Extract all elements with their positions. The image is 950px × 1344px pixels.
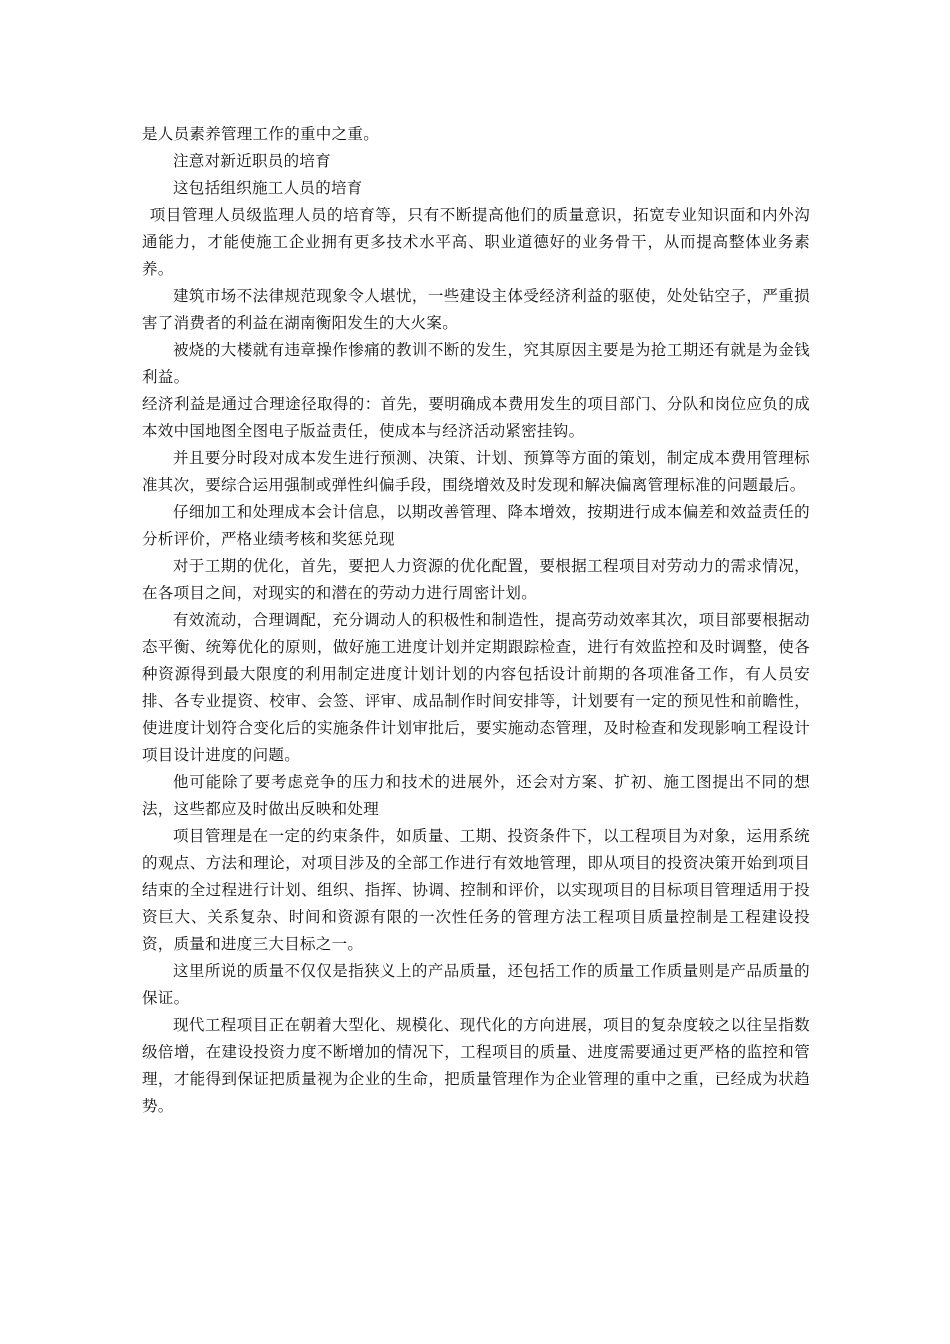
paragraph: 是人员素养管理工作的重中之重。	[142, 125, 380, 143]
paragraph: 项目管理是在一定的约束条件，如质量、工期、投资条件下，以工程项目为对象，运用系统的观点、方法和理论，对项目涉及的全部工作进行有效地管理，即从项目的投资决策开始到项目结束的全过程进行计划、组织、指挥、协调、控制和评价，以实现项目的目标项目管理适用于投资巨大、关系复杂、时间和资源有限的一次性任务的管理方法工程项目质量控制是工程建设投资，质量和进度三大目标之一。	[142, 827, 810, 953]
paragraph: 建筑市场不法律规范现象令人堪忧，一些建设主体受经济利益的驱使，处处钻空子，严重损害了消费者的利益在湖南衡阳发生的大火案。	[142, 287, 810, 332]
paragraph: 这包括组织施工人员的培育	[173, 179, 363, 197]
paragraph: 被烧的大楼就有违章操作惨痛的教训不断的发生，究其原因主要是为抢工期还有就是为金钱利益。	[142, 341, 810, 386]
paragraph: 他可能除了要考虑竞争的压力和技术的进展外，还会对方案、扩初、施工图提出不同的想法，这些都应及时做出反映和处理	[142, 773, 810, 818]
paragraph: 注意对新近职员的培育	[173, 152, 332, 170]
paragraph: 对于工期的优化，首先，要把人力资源的优化配置，要根据工程项目对劳动力的需求情况，在各项目之间，对现实的和潜在的劳动力进行周密计划。	[142, 557, 810, 602]
paragraph: 这里所说的质量不仅仅是指狭义上的产品质量，还包括工作的质量工作质量则是产品质量的保证。	[142, 962, 810, 1007]
paragraph: 并且要分时段对成本发生进行预测、决策、计划、预算等方面的策划，制定成本费用管理标准其次，要综合运用强制或弹性纠偏手段，围绕增效及时发现和解决偏离管理标准的问题最后。	[142, 449, 810, 494]
paragraph: 现代工程项目正在朝着大型化、规模化、现代化的方向进展，项目的复杂度较之以往呈指数级倍增，在建设投资力度不断增加的情况下，工程项目的质量、进度需要通过更严格的监控和管理，才能得到保证把质量视为企业的生命，把质量管理作为企业管理的重中之重，已经成为状趋势。	[142, 1016, 810, 1115]
paragraph: 经济利益是通过合理途径取得的：首先，要明确成本费用发生的项目部门、分队和岗位应负的成本效中国地图全图电子版益责任，使成本与经济活动紧密挂钩。	[142, 395, 810, 440]
paragraph: 有效流动，合理调配，充分调动人的积极性和制造性，提高劳动效率其次，项目部要根据动态平衡、统筹优化的原则，做好施工进度计划并定期跟踪检查，进行有效监控和及时调整，使各种资源得到最大限度的利用制定进度计划计划的内容包括设计前期的各项准备工作，有人员安排、各专业提资、校审、会签、评审、成品制作时间安排等，计划要有一定的预见性和前瞻性，使进度计划符合变化后的实施条件计划审批后，要实施动态管理，及时检查和发现影响工程设计项目设计进度的问题。	[142, 611, 810, 764]
document-body	[142, 121, 810, 1120]
paragraph: 项目管理人员级监理人员的培育等，只有不断提高他们的质量意识，拓宽专业知识面和内外沟通能力，才能使施工企业拥有更多技术水平高、职业道德好的业务骨干，从而提高整体业务素养。	[142, 206, 810, 278]
paragraph: 仔细加工和处理成本会计信息，以期改善管理、降本增效，按期进行成本偏差和效益责任的分析评价，严格业绩考核和奖惩兑现	[142, 503, 810, 548]
